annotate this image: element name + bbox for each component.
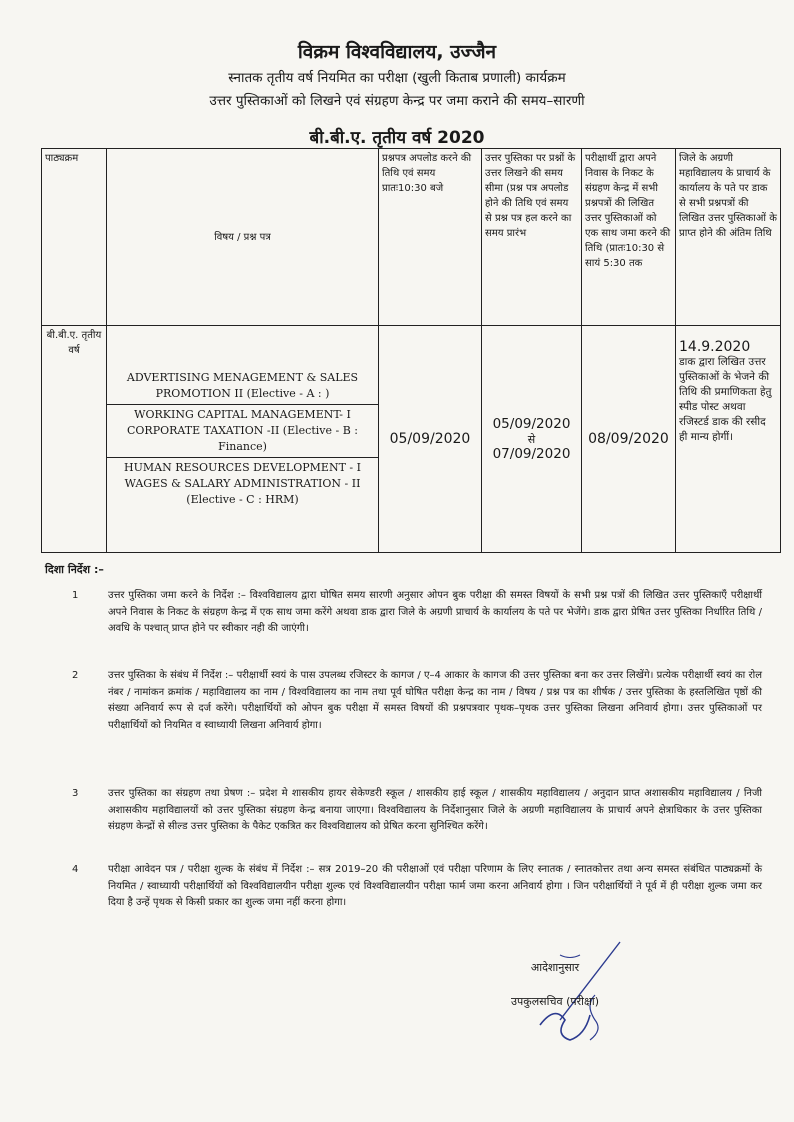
schedule-title: उत्तर पुस्तिकाओं को लिखने एवं संग्रहण केन्द्र पर जमा कराने की समय–सारणी	[209, 93, 585, 109]
signature-order-line: आदेशानुसार	[530, 961, 580, 974]
note-text: उत्तर पुस्तिका जमा करने के निर्देश :– विश्वविद्यालय द्वारा घोषित समय सारणी अनुसार ओपन बुक परीक्षा की समस्त विषयों के सभी प्रश्न पत्रों की लिखित उत्तर पुस्तिकाएँ परीक्षार्थी अपने निवास के निकट के संग्रहण केन्द्र में एक साथ जमा करेंगे अथवा डाक द्वारा जिले के अग्रणी प्राचार्य के कार्यालय के पते पर भेजेंगे। डाक द्वारा प्रेषित उत्तर पुस्तिका निर्धारित तिथि / अवधि के पश्चात् प्राप्त होने पर स्वीकार नही की जाएंगी।	[108, 590, 762, 634]
header-subject: विषय / प्रश्न पत्र	[107, 149, 379, 326]
post-note: डाक द्वारा लिखित उत्तर पुस्तिकाओं के भेजने की तिथि की प्रमाणिकता हेतु स्पीड पोस्ट अथवा रजिस्टर्ड डाक की रसीद ही मान्य होगीं।	[679, 356, 772, 443]
subject-elective-a: ADVERTISING MENAGEMENT & SALES PROMOTION II (Elective - A : )	[126, 371, 359, 400]
note-item	[72, 862, 762, 912]
answer-from-date: 05/09/2020	[492, 415, 571, 432]
header-upload: प्रश्नपत्र अपलोड करने की तिथि एवं समय प्रातः10:30 बजे	[379, 149, 482, 326]
header-deposit: परीक्षार्थी द्वारा अपने निवास के निकट के संग्रहण केन्द्र में सभी प्रश्नपत्रों की लिखित उत्तर पुस्तिकाओं को एक साथ जमा करने की तिथि (प्रातः10:30 से सायं 5:30 तक	[582, 149, 676, 326]
header-course: पाठ्यक्रम	[42, 149, 107, 326]
upload-date: 05/09/2020	[379, 326, 482, 553]
course-cell: बी.बी.ए. तृतीय वर्ष	[42, 326, 107, 553]
note-number: 1	[72, 590, 79, 601]
note-text: उत्तर पुस्तिका का संग्रहण तथा प्रेषण :– प्रदेश मे शासकीय हायर सेकेण्डरी स्कूल / शासकीय हाई स्कूल / शासकीय महाविद्यालय / अनुदान प्राप्त अशासकीय महाविद्यालय / निजी अशासकीय महाविद्यालयों को उत्तर पुस्तिका संग्रहण केन्द्र बनाया जाएगा। विश्वविद्यालय के निर्देशानुसार जिले के अग्रणी महाविद्यालय के प्राचार्य अपने क्षेत्राधिकार के उत्तर पुस्तिका संग्रहण केन्द्रों से सील्ड उत्तर पुस्तिका के पैकेट एकत्रित कर विश्वविद्यालय को प्रेषित करना सुनिश्चित करेंगे।	[108, 788, 762, 832]
header-post: जिले के अग्रणी महाविद्यालय के प्राचार्य के कार्यालय के पते पर डाक से सभी प्रश्नपत्रों की लिखित उत्तर पुस्तिकाओं के प्राप्त होने की अंतिम तिथि	[676, 149, 781, 326]
header-answer-time: उत्तर पुस्तिका पर प्रश्नों के उत्तर लिखने की समय सीमा (प्रश्न पत्र अपलोड होने की तिथि एवं समय से प्रश्न पत्र हल करने का समय प्रारंभ	[482, 149, 582, 326]
note-text: उत्तर पुस्तिका के संबंध में निर्देश :– परीक्षार्थी स्वयं के पास उपलब्ध रजिस्टर के कागज / ए–4 आकार के कागज की उत्तर पुस्तिका बना कर उत्तर लिखेंगे। प्रत्येक परीक्षार्थी स्वयं का रोल नंबर / नामांकन क्रमांक / महाविद्यालय का नाम / विश्वविद्यालय का नाम तथा पूर्व घोषित परीक्षा केन्द्र का नाम / विषय / प्रश्न पत्र का शीर्षक / उत्तर पुस्तिका के हस्तलिखित पृष्ठों की संख्या अनिवार्य रूप से दर्ज करेंगे। परीक्षार्थियों को ओपन बुक परीक्षा में समस्त विषयों की प्रश्नपत्रवार पृथक–पृथक उत्तर पुस्तिका लिखना अनिवार्य होगा। उत्तर पुस्तिकाओं पर परीक्षार्थियों को नियमित व स्वाध्यायी लिखना अनिवार्य होगा।	[108, 670, 762, 731]
note-item	[72, 668, 762, 734]
schedule-table	[41, 148, 781, 553]
university-title: विक्रम विश्वविद्यालय, उज्जैन	[297, 41, 497, 63]
notes-title: दिशा निर्देश :–	[45, 563, 104, 576]
signature-designation: उपकुलसचिव (परीक्षा)	[511, 995, 599, 1008]
note-number: 4	[72, 864, 79, 875]
post-date: 14.9.2020	[679, 339, 751, 355]
deposit-date: 08/09/2020	[582, 326, 676, 553]
note-item	[72, 588, 762, 638]
note-text: परीक्षा आवेदन पत्र / परीक्षा शुल्क के संबंध में निर्देश :– सत्र 2019–20 की परीक्षाओं एवं परीक्षा परिणाम के लिए स्नातक / स्नातकोत्तर तथा अन्य समस्त संबंधित पाठ्यक्रमों के नियमित / स्वाध्यायी परीक्षार्थियों को विश्वविद्यालयीन परीक्षा शुल्क एवं विश्वविद्यालयीन परीक्षा फार्म जमा करना अनिवार्य होगा । जिन परीक्षार्थियों ने पूर्व में ही परीक्षा शुल्क जमा कर दिया है उन्हें पृथक से किसी प्रकार का शुल्क जमा नहीं करना होगा।	[108, 864, 762, 908]
course-subtitle: बी.बी.ए. तृतीय वर्ष 2020	[309, 128, 485, 148]
note-item	[72, 786, 762, 836]
note-number: 3	[72, 788, 79, 799]
post-cell	[676, 326, 781, 553]
answer-period-cell	[482, 326, 582, 553]
subject-elective-b: WORKING CAPITAL MANAGEMENT- I CORPORATE TAXATION -II (Elective - B : Finance)	[107, 404, 378, 457]
subjects-cell	[107, 326, 379, 553]
table-row	[42, 326, 781, 553]
answer-to-date: 07/09/2020	[492, 445, 571, 462]
answer-to-word: से	[527, 432, 536, 446]
table-header-row	[42, 149, 781, 326]
program-title: स्नातक तृतीय वर्ष नियमित का परीक्षा (खुली किताब प्रणाली) कार्यक्रम	[228, 70, 566, 86]
note-number: 2	[72, 670, 79, 681]
subject-elective-c: HUMAN RESOURCES DEVELOPMENT - I WAGES & SALARY ADMINISTRATION - II (Elective - C : HRM)	[107, 457, 378, 510]
